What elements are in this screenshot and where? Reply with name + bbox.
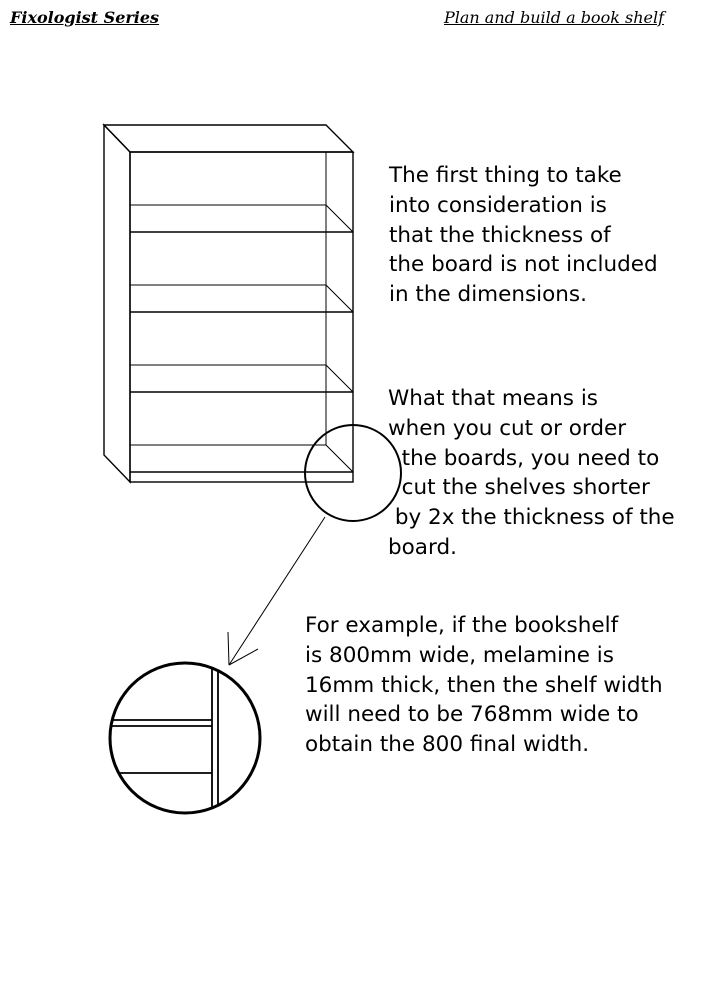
detail-zoom-view bbox=[100, 660, 260, 820]
page-title: Plan and build a book shelf bbox=[443, 8, 664, 27]
example-paragraph: For example, if the bookshelf is 800mm wide, melamine is 16mm thick, then the shelf width will need to be 768mm wide to obtain the 800 final width. bbox=[305, 613, 663, 758]
bookshelf-drawing bbox=[104, 125, 353, 482]
series-title: Fixologist Series bbox=[10, 8, 160, 27]
explanation-paragraph: What that means is when you cut or order the boards, you need to cut the shelves shorter by 2x the thickness of the board. bbox=[388, 386, 675, 560]
intro-paragraph: The first thing to take into consideration is that the thickness of the board is not included in the dimensions. bbox=[389, 163, 658, 308]
